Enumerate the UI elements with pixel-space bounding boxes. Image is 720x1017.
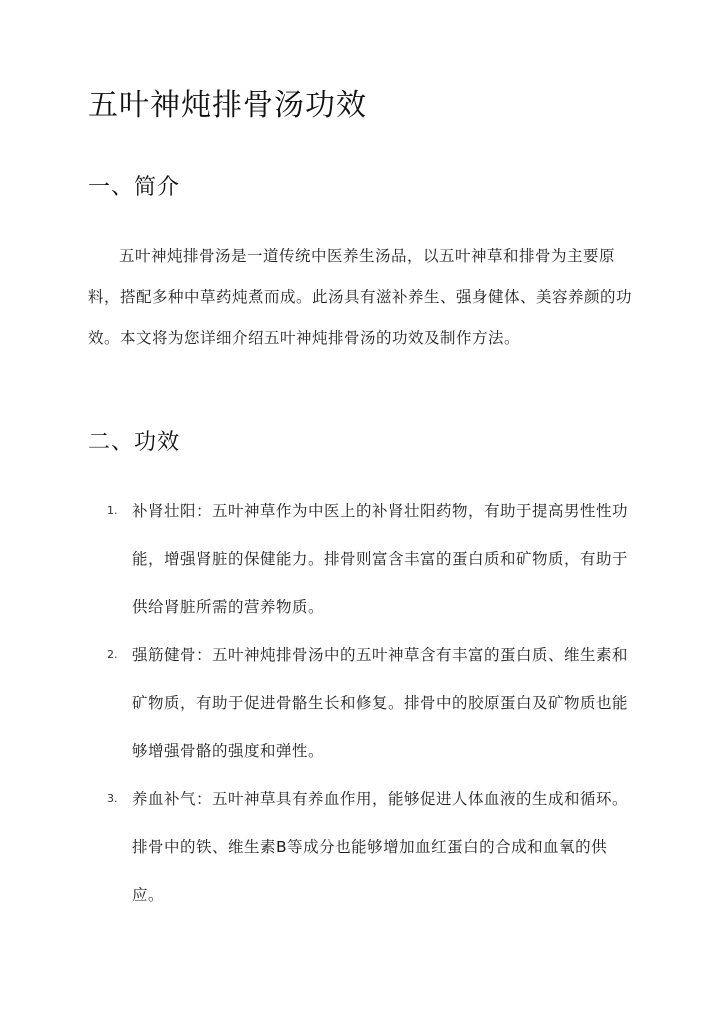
list-item-text: 强筋健骨：五叶神炖排骨汤中的五叶神草含有丰富的蛋白质、维生素和矿物质，有助于促进骨骼生长和修复。排骨中的胶原蛋白及矿物质也能够增强骨骼的强度和弹性。 [132, 646, 629, 760]
intro-paragraph: 五叶神炖排骨汤是一道传统中医养生汤品，以五叶神草和排骨为主要原料，搭配多种中草药炖煮而成。此汤具有滋补养生、强身健体、美容养颜的功效。本文将为您详细介绍五叶神炖排骨汤的功效及制作方法。 [88, 247, 633, 347]
list-item-text: 补肾壮阳：五叶神草作为中医上的补肾壮阳药物，有助于提高男性性功能，增强肾脏的保健能力。排骨则富含丰富的蛋白质和矿物质，有助于供给肾脏所需的营养物质。 [132, 502, 629, 616]
section-heading-intro: 一、简介 [88, 175, 181, 200]
section-heading-effects: 二、功效 [88, 430, 181, 455]
list-item-text: 养血补气：五叶神草具有养血作用，能够促进人体血液的生成和循环。排骨中的铁、维生素B等成分也能够增加血红蛋白的合成和血氧的供应。 [132, 790, 629, 904]
document-title: 五叶神炖排骨汤功效 [88, 88, 367, 123]
list-item-number: 2. [107, 648, 118, 661]
list-item-number: 1. [107, 504, 118, 517]
list-item-number: 3. [107, 792, 118, 805]
